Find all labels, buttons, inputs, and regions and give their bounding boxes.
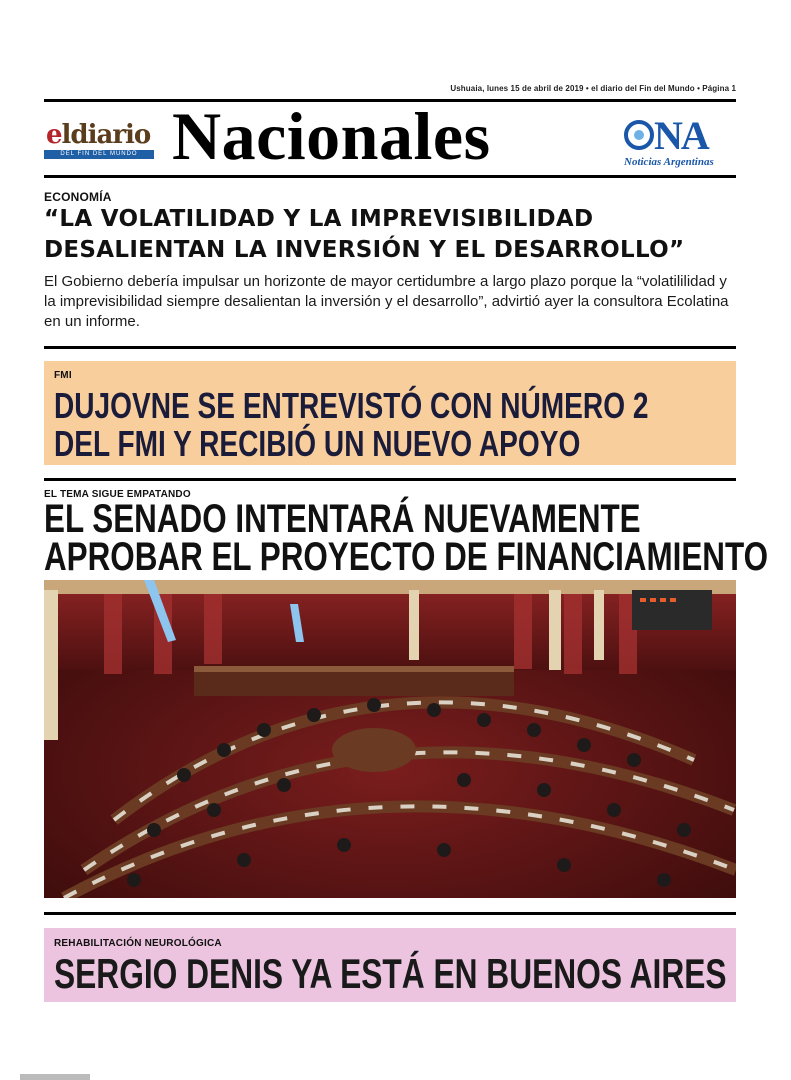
sergio-box [44, 928, 736, 1002]
logo-subtitle: DEL FIN DEL MUNDO [44, 150, 154, 159]
masthead-rule [44, 175, 736, 178]
senado-headline [44, 497, 769, 579]
economia-headline-line2: DESALIENTAN LA INVERSIÓN Y EL DESARROLLO” [44, 237, 685, 263]
logo-word: ldiario [61, 120, 151, 150]
section-title: Nacionales [172, 98, 491, 174]
fmi-kicker: FMI [54, 370, 72, 381]
dateline: Ushuaia, lunes 15 de abril de 2019 • el diario del Fin del Mundo • Página 1 [450, 84, 736, 93]
section-rule-1 [44, 346, 736, 349]
senate-chamber-photo [44, 580, 736, 898]
noticias-argentinas-logo [624, 114, 736, 170]
senado-headline-line2: APROBAR EL PROYECTO DE FINANCIAMIENTO [44, 535, 769, 579]
senado-kicker: EL TEMA SIGUE EMPATANDO [44, 489, 191, 500]
masthead [44, 98, 736, 174]
sergio-kicker: REHABILITACIÓN NEUROLÓGICA [54, 938, 222, 949]
economia-body: El Gobierno debería impulsar un horizonte de mayor certidumbre a largo plazo porque la “volatililidad y la imprevisibilidad siempre desalientan la inversión y el desarrollo”, advirtió ayer la consultora Ecolatina en un informe. [44, 273, 729, 330]
section-rule-3 [44, 912, 736, 915]
sergio-headline: SERGIO DENIS YA ESTÁ EN BUENOS AIRES [54, 950, 727, 997]
fmi-headline-line2: DEL FMI Y RECIBIÓ UN NUEVO APOYO [54, 423, 581, 464]
economia-headline-line1: “LA VOLATILIDAD Y LA IMPREVISIBILIDAD [44, 206, 594, 232]
el-diario-logo [44, 120, 154, 160]
na-mark: NA [654, 113, 708, 158]
fmi-headline-line1: DUJOVNE SE ENTREVISTÓ CON NÚMERO 2 [54, 385, 649, 426]
senado-headline-line1: EL SENADO INTENTARÁ NUEVAMENTE [44, 497, 641, 541]
na-circle-icon [624, 120, 654, 150]
fmi-box [44, 361, 736, 465]
footer-mark [20, 1074, 90, 1080]
economia-headline [44, 204, 736, 266]
section-rule-2 [44, 478, 736, 481]
na-tagline: Noticias Argentinas [624, 156, 714, 168]
fmi-headline [54, 387, 725, 463]
economia-kicker: ECONOMÍA [44, 190, 112, 204]
logo-letter-e: e [46, 120, 62, 150]
